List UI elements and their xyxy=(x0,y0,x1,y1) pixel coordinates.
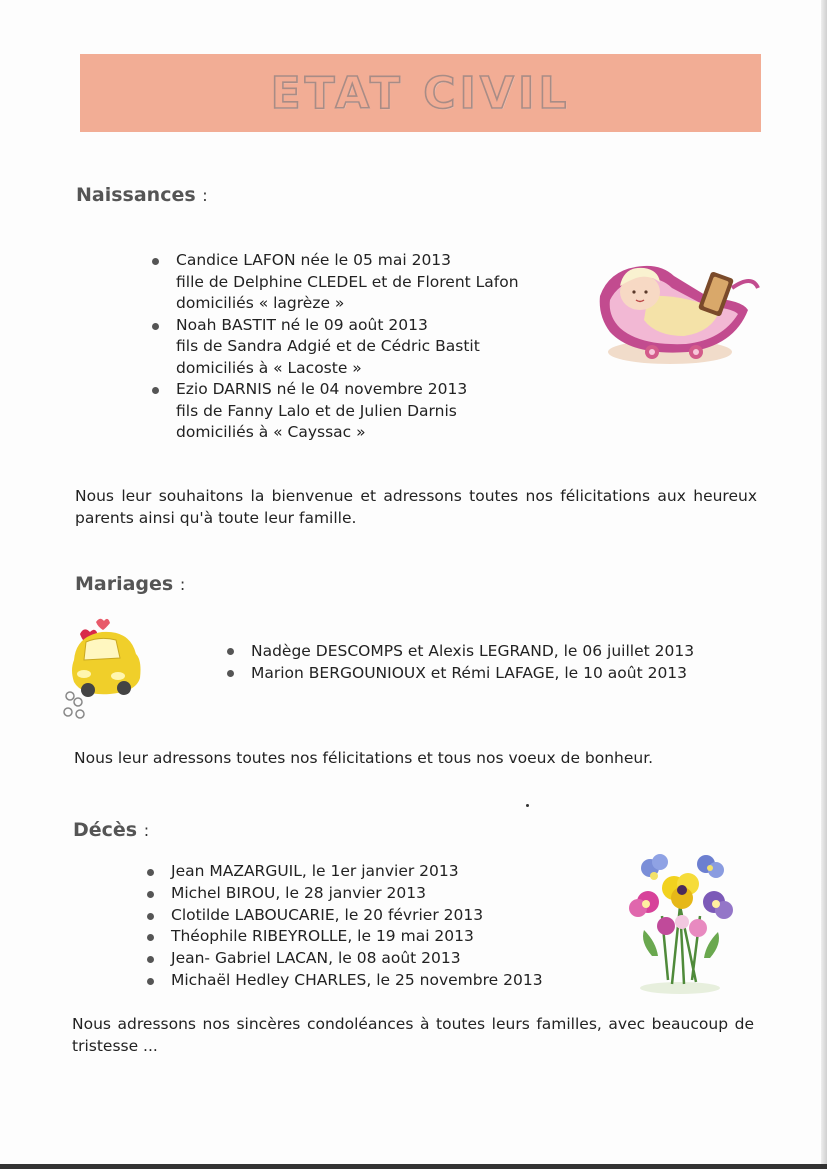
marriages-list xyxy=(227,640,747,684)
deaths-heading-label: Décès xyxy=(73,819,138,841)
birth-residence: domiciliés à « Cayssac » xyxy=(176,423,366,441)
list-item: Jean MAZARGUIL, le 1er janvier 2013 xyxy=(147,861,607,883)
list-item: Michel BIROU, le 28 janvier 2013 xyxy=(147,883,607,905)
list-item: Jean- Gabriel LACAN, le 08 août 2013 xyxy=(147,948,607,970)
page-edge-shadow xyxy=(821,0,827,1169)
flower-bouquet-illustration xyxy=(622,846,740,996)
deaths-message: Nous adressons nos sincères condoléances à toutes leurs familles, avec beaucoup de tristesse ... xyxy=(72,1015,754,1055)
birth-residence: domiciliés à « Lacoste » xyxy=(176,358,362,377)
birth-parents: fils de Sandra Adgié et de Cédric Bastit xyxy=(176,337,480,355)
births-heading xyxy=(76,184,208,206)
list-item: Théophile RIBEYROLLE, le 19 mai 2013 xyxy=(147,926,607,948)
list-item: Michaël Hedley CHARLES, le 25 novembre 2013 xyxy=(147,970,607,992)
marriages-heading xyxy=(75,573,185,595)
birth-name: Ezio DARNIS né le 04 novembre 2013 xyxy=(176,380,468,398)
birth-parents: fils de Fanny Lalo et de Julien Darnis xyxy=(176,401,457,420)
stray-dot xyxy=(526,804,529,807)
births-list xyxy=(152,250,572,444)
list-item xyxy=(152,250,572,315)
marriages-message: Nous leur adressons toutes nos félicitations et tous nos voeux de bonheur. xyxy=(74,749,654,767)
marriages-heading-colon: : xyxy=(179,575,186,594)
list-item: Clotilde LABOUCARIE, le 20 février 2013 xyxy=(147,905,607,927)
births-message: Nous leur souhaitons la bienvenue et adressons toutes nos félicitations aux heureux parents ainsi qu'à toute leur famille. xyxy=(75,487,757,527)
list-item: Nadège DESCOMPS et Alexis LEGRAND, le 06 juillet 2013 xyxy=(227,640,747,662)
page-title: ETAT CIVIL xyxy=(270,67,571,119)
page-bottom-edge xyxy=(0,1164,827,1169)
deaths-heading xyxy=(73,819,149,841)
marriages-heading-label: Mariages xyxy=(75,573,174,595)
deaths-heading-colon: : xyxy=(143,821,150,840)
list-item xyxy=(152,315,572,380)
title-banner xyxy=(80,54,761,132)
birth-name: Candice LAFON née le 05 mai 2013 xyxy=(176,251,452,269)
baby-cradle-illustration xyxy=(592,248,762,372)
list-item: Marion BERGOUNIOUX et Rémi LAFAGE, le 10 août 2013 xyxy=(227,662,747,684)
list-item xyxy=(152,379,572,444)
births-heading-colon: : xyxy=(202,186,208,205)
birth-parents: fille de Delphine CLEDEL et de Florent Lafon xyxy=(176,272,519,291)
birth-name: Noah BASTIT né le 09 août 2013 xyxy=(176,315,428,334)
births-heading-label: Naissances xyxy=(76,184,196,206)
birth-residence: domiciliés « lagrèze » xyxy=(176,294,345,312)
deaths-list xyxy=(147,861,607,992)
wedding-car-illustration xyxy=(58,612,146,720)
